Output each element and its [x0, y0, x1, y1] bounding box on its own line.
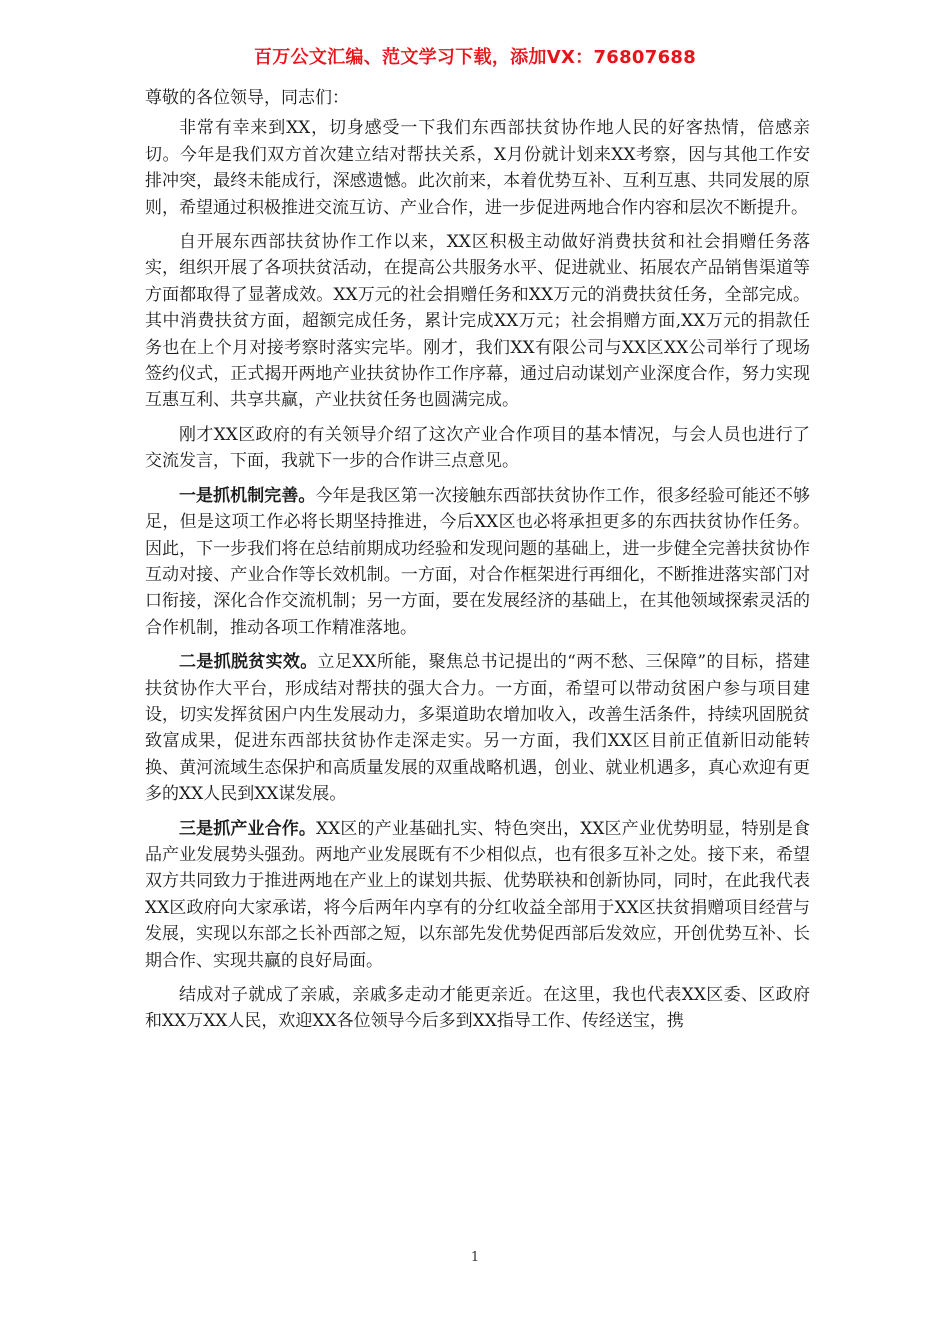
paragraph-point-two — [145, 649, 810, 807]
paragraph-intro: 非常有幸来到XX，切身感受一下我们东西部扶贫协作地人民的好客热情，倍感亲切。今年是我们双方首次建立结对帮扶关系，X月份就计划来XX考察，因与其他工作安排冲突，最终未能成行，深感遗憾。此次前来，本着优势互补、互利互惠、共同发展的原则，希望通过积极推进交流互访、产业合作，进一步促进两地合作内容和层次不断提升。 — [145, 118, 810, 218]
paragraph-transition: 刚才XX区政府的有关领导介绍了这次产业合作项目的基本情况，与会人员也进行了交流发言，下面，我就下一步的合作讲三点意见。 — [145, 424, 810, 472]
document-body — [145, 85, 810, 1043]
paragraph-achievements: 自开展东西部扶贫协作工作以来，XX区积极主动做好消费扶贫和社会捐赠任务落实，组织开展了各项扶贫活动，在提高公共服务水平、促进就业、拓展农产品销售渠道等方面都取得了显著成效。XX万元的社会捐赠任务和XX万元的消费扶贫任务，全部完成。其中消费扶贫方面，超额完成任务，累计完成XX万元；社会捐赠方面,XX万元的捐款任务也在上个月对接考察时落实完毕。刚才，我们XX有限公司与XX区XX公司举行了现场签约仪式，正式揭开两地产业扶贫协作工作序幕，通过启动谋划产业深度合作，努力实现互惠互利、共享共赢，产业扶贫任务也圆满完成。 — [145, 232, 810, 411]
point-three-heading: 三是抓产业合作。 — [179, 818, 317, 839]
paragraph-closing: 结成对子就成了亲戚，亲戚多走动才能更亲近。在这里，我也代表XX区委、区政府和XX万XX人民，欢迎XX各位领导今后多到XX指导工作、传经送宝，携 — [145, 985, 810, 1032]
point-three-body: XX区的产业基础扎实、特色突出，XX区产业优势明显，特别是食品产业发展势头强劲。两地产业发展既有不少相似点，也有很多互补之处。接下来，希望双方共同致力于推进两地在产业上的谋划共振、优势联袂和创新协同，同时，在此我代表XX区政府向大家承诺，将今后两年内享有的分红收益全部用于XX区扶贫捐赠项目经营与发展，实现以东部之长补西部之短，以东部先发优势促西部后发效应，开创优势互补、长期合作、实现共赢的良好局面。 — [145, 818, 810, 971]
point-one-heading: 一是抓机制完善。 — [179, 485, 316, 506]
point-two-heading: 二是抓脱贫实效。 — [179, 652, 318, 673]
paragraph-point-three — [145, 816, 810, 974]
point-two-body: 立足XX所能，聚焦总书记提出的“两不愁、三保障”的目标，搭建扶贫协作大平台，形成结对帮扶的强大合力。一方面，希望可以带动贫困户参与项目建设，切实发挥贫困户内生发展动力，多渠道助农增加收入，改善生活条件，持续巩固脱贫致富成果，促进东西部扶贫协作走深走实。另一方面，我们XX区目前正值新旧动能转换、黄河流域生态保护和高质量发展的双重战略机遇，创业、就业机遇多，真心欢迎有更多的XX人民到XX谋发展。 — [145, 652, 811, 805]
page-number: 1 — [470, 1250, 480, 1265]
header-banner: 百万公文汇编、范文学习下载，添加VX：76807688 — [253, 47, 697, 68]
salutation: 尊敬的各位领导，同志们： — [145, 88, 349, 108]
point-one-body: 今年是我区第一次接触东西部扶贫协作工作，很多经验可能还不够足，但是这项工作必将长期坚持推进，今后XX区也必将承担更多的东西扶贫协作任务。因此，下一步我们将在总结前期成功经验和发现问题的基础上，进一步健全完善扶贫协作互动对接、产业合作等长效机制。一方面，对合作框架进行再细化，不断推进落实部门对口衔接，深化合作交流机制；另一方面，要在发展经济的基础上，在其他领域探索灵活的合作机制，推动各项工作精准落地。 — [145, 485, 811, 638]
paragraph-point-one — [145, 483, 810, 641]
